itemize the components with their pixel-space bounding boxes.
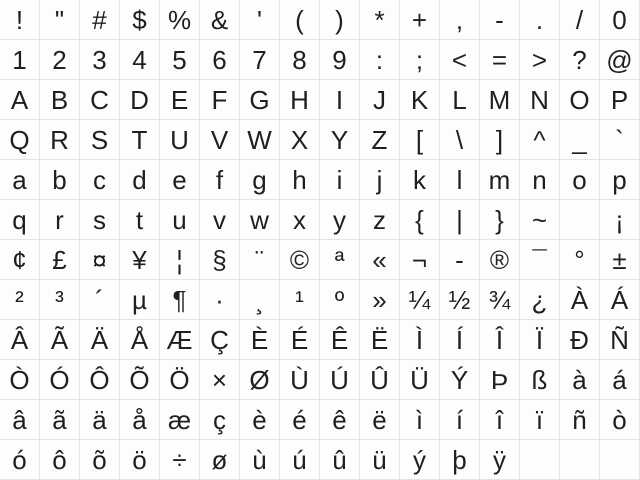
- glyph-cell[interactable]: p: [600, 160, 640, 200]
- glyph-cell[interactable]: &: [200, 0, 240, 40]
- glyph-cell[interactable]: [560, 200, 600, 240]
- glyph-cell[interactable]: /: [560, 0, 600, 40]
- glyph-cell[interactable]: Ý: [440, 360, 480, 400]
- glyph-cell[interactable]: Á: [600, 280, 640, 320]
- glyph-cell[interactable]: |: [440, 200, 480, 240]
- glyph-cell[interactable]: Ã: [40, 320, 80, 360]
- glyph-cell[interactable]: (: [280, 0, 320, 40]
- glyph-cell[interactable]: Ô: [80, 360, 120, 400]
- glyph-cell[interactable]: Ç: [200, 320, 240, 360]
- glyph-cell[interactable]: D: [120, 80, 160, 120]
- glyph-cell[interactable]: j: [360, 160, 400, 200]
- glyph-cell[interactable]: <: [440, 40, 480, 80]
- glyph-cell[interactable]: ê: [320, 400, 360, 440]
- glyph-cell[interactable]: ú: [280, 440, 320, 480]
- glyph-cell[interactable]: ¢: [0, 240, 40, 280]
- glyph-cell[interactable]: K: [400, 80, 440, 120]
- glyph-cell[interactable]: ²: [0, 280, 40, 320]
- glyph-cell[interactable]: T: [120, 120, 160, 160]
- glyph-cell[interactable]: n: [520, 160, 560, 200]
- glyph-cell[interactable]: e: [160, 160, 200, 200]
- glyph-cell[interactable]: d: [120, 160, 160, 200]
- glyph-cell[interactable]: 2: [40, 40, 80, 80]
- glyph-cell[interactable]: ü: [360, 440, 400, 480]
- glyph-cell[interactable]: Ø: [240, 360, 280, 400]
- glyph-cell[interactable]: º: [320, 280, 360, 320]
- glyph-cell[interactable]: h: [280, 160, 320, 200]
- glyph-cell[interactable]: »: [360, 280, 400, 320]
- glyph-cell[interactable]: á: [600, 360, 640, 400]
- glyph-cell[interactable]: q: [0, 200, 40, 240]
- glyph-cell[interactable]: «: [360, 240, 400, 280]
- glyph-cell[interactable]: å: [120, 400, 160, 440]
- glyph-cell[interactable]: Ú: [320, 360, 360, 400]
- glyph-cell[interactable]: ): [320, 0, 360, 40]
- glyph-cell[interactable]: v: [200, 200, 240, 240]
- glyph-cell[interactable]: ò: [600, 400, 640, 440]
- glyph-cell[interactable]: `: [600, 120, 640, 160]
- glyph-cell[interactable]: Y: [320, 120, 360, 160]
- glyph-cell[interactable]: §: [200, 240, 240, 280]
- glyph-cell[interactable]: ©: [280, 240, 320, 280]
- glyph-cell[interactable]: m: [480, 160, 520, 200]
- glyph-cell[interactable]: ¨: [240, 240, 280, 280]
- glyph-cell[interactable]: ¬: [400, 240, 440, 280]
- glyph-cell[interactable]: £: [40, 240, 80, 280]
- glyph-cell[interactable]: ]: [480, 120, 520, 160]
- glyph-cell[interactable]: ·: [200, 280, 240, 320]
- glyph-cell[interactable]: ã: [40, 400, 80, 440]
- glyph-cell[interactable]: Å: [120, 320, 160, 360]
- glyph-cell[interactable]: o: [560, 160, 600, 200]
- glyph-cell[interactable]: 8: [280, 40, 320, 80]
- glyph-cell[interactable]: ¤: [80, 240, 120, 280]
- glyph-cell[interactable]: °: [560, 240, 600, 280]
- glyph-cell[interactable]: Q: [0, 120, 40, 160]
- glyph-cell[interactable]: *: [360, 0, 400, 40]
- glyph-cell[interactable]: õ: [80, 440, 120, 480]
- glyph-cell[interactable]: ß: [520, 360, 560, 400]
- glyph-cell[interactable]: â: [0, 400, 40, 440]
- glyph-cell[interactable]: ?: [560, 40, 600, 80]
- glyph-cell[interactable]: í: [440, 400, 480, 440]
- glyph-cell[interactable]: Ê: [320, 320, 360, 360]
- glyph-cell[interactable]: ;: [400, 40, 440, 80]
- glyph-cell[interactable]: t: [120, 200, 160, 240]
- glyph-cell[interactable]: .: [520, 0, 560, 40]
- glyph-cell[interactable]: L: [440, 80, 480, 120]
- glyph-cell[interactable]: Ð: [560, 320, 600, 360]
- glyph-cell[interactable]: ,: [440, 0, 480, 40]
- glyph-cell[interactable]: û: [320, 440, 360, 480]
- glyph-cell[interactable]: \: [440, 120, 480, 160]
- glyph-cell[interactable]: :: [360, 40, 400, 80]
- glyph-cell[interactable]: ¹: [280, 280, 320, 320]
- glyph-cell[interactable]: V: [200, 120, 240, 160]
- glyph-cell[interactable]: ù: [240, 440, 280, 480]
- glyph-cell[interactable]: Í: [440, 320, 480, 360]
- glyph-cell[interactable]: ô: [40, 440, 80, 480]
- glyph-cell[interactable]: >: [520, 40, 560, 80]
- glyph-cell[interactable]: _: [560, 120, 600, 160]
- glyph-cell[interactable]: F: [200, 80, 240, 120]
- glyph-cell[interactable]: Ü: [400, 360, 440, 400]
- glyph-cell[interactable]: w: [240, 200, 280, 240]
- glyph-cell[interactable]: i: [320, 160, 360, 200]
- glyph-cell[interactable]: s: [80, 200, 120, 240]
- glyph-cell[interactable]: È: [240, 320, 280, 360]
- glyph-cell[interactable]: ®: [480, 240, 520, 280]
- glyph-cell[interactable]: ^: [520, 120, 560, 160]
- glyph-cell[interactable]: î: [480, 400, 520, 440]
- glyph-cell[interactable]: ": [40, 0, 80, 40]
- glyph-cell[interactable]: é: [280, 400, 320, 440]
- glyph-cell[interactable]: Â: [0, 320, 40, 360]
- glyph-cell[interactable]: µ: [120, 280, 160, 320]
- glyph-cell[interactable]: ¿: [520, 280, 560, 320]
- glyph-cell[interactable]: H: [280, 80, 320, 120]
- glyph-cell[interactable]: z: [360, 200, 400, 240]
- glyph-cell[interactable]: É: [280, 320, 320, 360]
- glyph-cell[interactable]: ´: [80, 280, 120, 320]
- glyph-cell[interactable]: 9: [320, 40, 360, 80]
- glyph-cell[interactable]: 3: [80, 40, 120, 80]
- glyph-cell[interactable]: Æ: [160, 320, 200, 360]
- glyph-cell[interactable]: B: [40, 80, 80, 120]
- glyph-cell[interactable]: è: [240, 400, 280, 440]
- glyph-cell[interactable]: U: [160, 120, 200, 160]
- glyph-cell[interactable]: -: [480, 0, 520, 40]
- glyph-cell[interactable]: @: [600, 40, 640, 80]
- glyph-cell[interactable]: =: [480, 40, 520, 80]
- glyph-cell[interactable]: ¾: [480, 280, 520, 320]
- glyph-cell[interactable]: y: [320, 200, 360, 240]
- glyph-cell[interactable]: Ù: [280, 360, 320, 400]
- glyph-cell[interactable]: Û: [360, 360, 400, 400]
- glyph-cell[interactable]: [: [400, 120, 440, 160]
- glyph-cell[interactable]: 4: [120, 40, 160, 80]
- glyph-cell[interactable]: 0: [600, 0, 640, 40]
- glyph-cell[interactable]: g: [240, 160, 280, 200]
- glyph-cell[interactable]: X: [280, 120, 320, 160]
- glyph-cell[interactable]: Ó: [40, 360, 80, 400]
- glyph-cell[interactable]: M: [480, 80, 520, 120]
- glyph-cell[interactable]: I: [320, 80, 360, 120]
- glyph-cell[interactable]: l: [440, 160, 480, 200]
- glyph-cell[interactable]: ¯: [520, 240, 560, 280]
- glyph-cell[interactable]: ó: [0, 440, 40, 480]
- glyph-cell[interactable]: +: [400, 0, 440, 40]
- glyph-cell[interactable]: W: [240, 120, 280, 160]
- glyph-cell[interactable]: %: [160, 0, 200, 40]
- glyph-cell[interactable]: æ: [160, 400, 200, 440]
- glyph-cell[interactable]: #: [80, 0, 120, 40]
- glyph-cell[interactable]: ±: [600, 240, 640, 280]
- empty-cell: [560, 440, 600, 480]
- glyph-cell[interactable]: Ñ: [600, 320, 640, 360]
- glyph-cell[interactable]: R: [40, 120, 80, 160]
- glyph-cell[interactable]: Ä: [80, 320, 120, 360]
- glyph-cell[interactable]: 5: [160, 40, 200, 80]
- glyph-cell[interactable]: Ö: [160, 360, 200, 400]
- glyph-cell[interactable]: ¼: [400, 280, 440, 320]
- glyph-cell[interactable]: ¡: [600, 200, 640, 240]
- glyph-cell[interactable]: ø: [200, 440, 240, 480]
- glyph-cell[interactable]: ½: [440, 280, 480, 320]
- empty-cell: [600, 440, 640, 480]
- glyph-cell[interactable]: P: [600, 80, 640, 120]
- glyph-cell[interactable]: N: [520, 80, 560, 120]
- glyph-cell[interactable]: u: [160, 200, 200, 240]
- glyph-cell[interactable]: a: [0, 160, 40, 200]
- glyph-cell[interactable]: 1: [0, 40, 40, 80]
- glyph-cell[interactable]: G: [240, 80, 280, 120]
- glyph-cell[interactable]: }: [480, 200, 520, 240]
- glyph-cell[interactable]: ³: [40, 280, 80, 320]
- glyph-cell[interactable]: ë: [360, 400, 400, 440]
- glyph-cell[interactable]: ¶: [160, 280, 200, 320]
- glyph-cell[interactable]: -: [440, 240, 480, 280]
- glyph-cell[interactable]: ì: [400, 400, 440, 440]
- glyph-cell[interactable]: 7: [240, 40, 280, 80]
- glyph-cell[interactable]: k: [400, 160, 440, 200]
- glyph-cell[interactable]: $: [120, 0, 160, 40]
- glyph-cell[interactable]: b: [40, 160, 80, 200]
- glyph-cell[interactable]: Ï: [520, 320, 560, 360]
- glyph-cell[interactable]: ~: [520, 200, 560, 240]
- glyph-cell[interactable]: þ: [440, 440, 480, 480]
- glyph-cell[interactable]: ¥: [120, 240, 160, 280]
- glyph-cell[interactable]: ö: [120, 440, 160, 480]
- glyph-cell[interactable]: S: [80, 120, 120, 160]
- glyph-cell[interactable]: x: [280, 200, 320, 240]
- glyph-cell[interactable]: Ì: [400, 320, 440, 360]
- glyph-cell[interactable]: r: [40, 200, 80, 240]
- glyph-cell[interactable]: Õ: [120, 360, 160, 400]
- glyph-cell[interactable]: ¸: [240, 280, 280, 320]
- glyph-cell[interactable]: 6: [200, 40, 240, 80]
- glyph-cell[interactable]: f: [200, 160, 240, 200]
- glyph-cell[interactable]: Î: [480, 320, 520, 360]
- glyph-cell[interactable]: Z: [360, 120, 400, 160]
- empty-cell: [520, 440, 560, 480]
- glyph-cell[interactable]: ×: [200, 360, 240, 400]
- glyph-cell[interactable]: ï: [520, 400, 560, 440]
- glyph-cell[interactable]: !: [0, 0, 40, 40]
- glyph-cell[interactable]: ÷: [160, 440, 200, 480]
- glyph-cell[interactable]: Ò: [0, 360, 40, 400]
- glyph-cell[interactable]: ª: [320, 240, 360, 280]
- glyph-cell[interactable]: J: [360, 80, 400, 120]
- glyph-cell[interactable]: ý: [400, 440, 440, 480]
- glyph-cell[interactable]: ç: [200, 400, 240, 440]
- glyph-cell[interactable]: à: [560, 360, 600, 400]
- glyph-cell[interactable]: C: [80, 80, 120, 120]
- glyph-cell[interactable]: ÿ: [480, 440, 520, 480]
- glyph-cell[interactable]: c: [80, 160, 120, 200]
- glyph-cell[interactable]: ': [240, 0, 280, 40]
- glyph-cell[interactable]: A: [0, 80, 40, 120]
- glyph-cell[interactable]: Ë: [360, 320, 400, 360]
- glyph-cell[interactable]: ¦: [160, 240, 200, 280]
- glyph-cell[interactable]: E: [160, 80, 200, 120]
- glyph-cell[interactable]: Þ: [480, 360, 520, 400]
- glyph-cell[interactable]: À: [560, 280, 600, 320]
- glyph-cell[interactable]: O: [560, 80, 600, 120]
- glyph-cell[interactable]: {: [400, 200, 440, 240]
- glyph-cell[interactable]: ä: [80, 400, 120, 440]
- glyph-cell[interactable]: ñ: [560, 400, 600, 440]
